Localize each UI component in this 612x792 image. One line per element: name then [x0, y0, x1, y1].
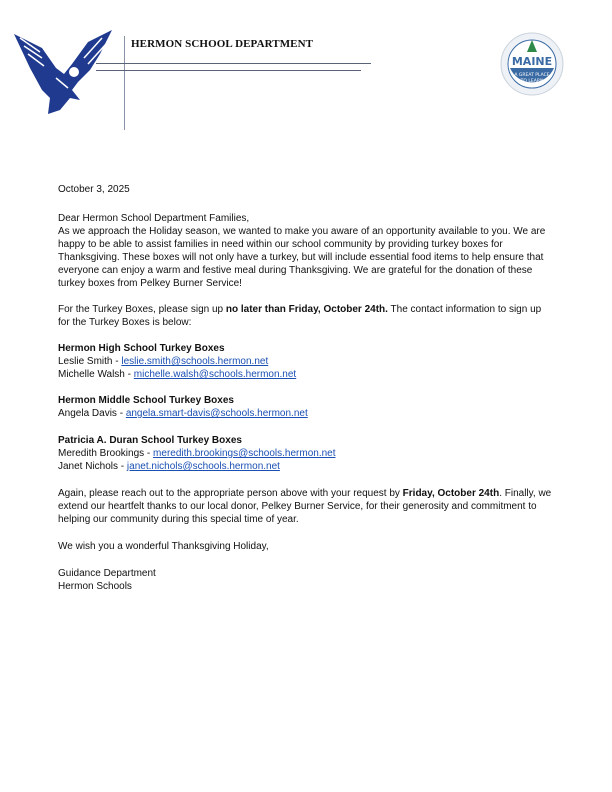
closing-text: . Finally, we [499, 488, 552, 499]
closing-text: Again, please reach out to the appropriate person above with your request by [58, 488, 403, 499]
signup-text: The contact information to sign up [387, 304, 542, 315]
contact-email-link[interactable]: meredith.brookings@schools.hermon.net [153, 448, 336, 459]
intro-line: turkey boxes from Pelkey Burner Service! [58, 278, 242, 289]
school-heading: Hermon Middle School Turkey Boxes [58, 395, 234, 406]
contact-row [58, 447, 336, 460]
contact-name: Leslie Smith - [58, 356, 122, 367]
school-heading: Patricia A. Duran School Turkey Boxes [58, 435, 242, 446]
maine-seal-logo [500, 32, 564, 96]
signup-deadline: no later than Friday, October 24th. [225, 304, 388, 315]
contact-email-link[interactable]: janet.nichols@schools.hermon.net [126, 461, 280, 472]
intro-line: As we approach the Holiday season, we wanted to make you aware of an opportunity available to you. We are [58, 226, 546, 237]
wish-line: We wish you a wonderful Thanksgiving Holiday, [58, 541, 269, 552]
signature-line: Guidance Department [58, 568, 156, 579]
header-divider [96, 63, 371, 64]
header-divider-vertical [124, 36, 125, 130]
contact-row [58, 407, 308, 420]
intro-line: everyone can enjoy a warm and festive meal during Thanksgiving. We are grateful for the donation of these [58, 265, 533, 276]
svg-text:TO LEARN: TO LEARN [520, 79, 544, 84]
signup-text: For the Turkey Boxes, please sign up [58, 304, 226, 315]
closing-line: extend our heartfelt thanks to our local donor, Pelkey Burner Service, for their generosity and commitment to [58, 501, 537, 512]
contact-name: Angela Davis - [58, 408, 126, 419]
hermon-eagle-logo [12, 28, 122, 116]
closing-deadline: Friday, October 24th [402, 488, 500, 499]
signature-line: Hermon Schools [58, 581, 132, 592]
closing-line: helping our community during this special time of year. [58, 514, 299, 525]
salutation: Dear Hermon School Department Families, [58, 213, 250, 224]
contact-email-link[interactable]: michelle.walsh@schools.hermon.net [133, 369, 297, 380]
signup-line: for the Turkey Boxes is below: [58, 317, 192, 328]
contact-row [58, 368, 296, 381]
department-title: HERMON SCHOOL DEPARTMENT [131, 38, 314, 50]
signup-line [58, 303, 541, 316]
contact-name: Michelle Walsh - [58, 369, 134, 380]
svg-text:MAINE: MAINE [511, 55, 553, 68]
intro-line: Thanksgiving. These boxes will not only have a turkey, but will include essential food items to help ensure that [58, 252, 544, 263]
header-divider [96, 70, 361, 71]
contact-name: Meredith Brookings - [58, 448, 154, 459]
contact-email-link[interactable]: leslie.smith@schools.hermon.net [121, 356, 269, 367]
intro-line: happy to be able to assist families in need within our school community by providing turkey boxes for [58, 239, 503, 250]
svg-text:A GREAT PLACE: A GREAT PLACE [514, 73, 550, 78]
contact-row [58, 355, 268, 368]
contact-name: Janet Nichols - [58, 461, 127, 472]
school-heading: Hermon High School Turkey Boxes [58, 343, 225, 354]
closing-line [58, 487, 551, 500]
letter-date: October 3, 2025 [58, 184, 130, 195]
contact-email-link[interactable]: angela.smart-davis@schools.hermon.net [125, 408, 308, 419]
contact-row [58, 460, 280, 473]
